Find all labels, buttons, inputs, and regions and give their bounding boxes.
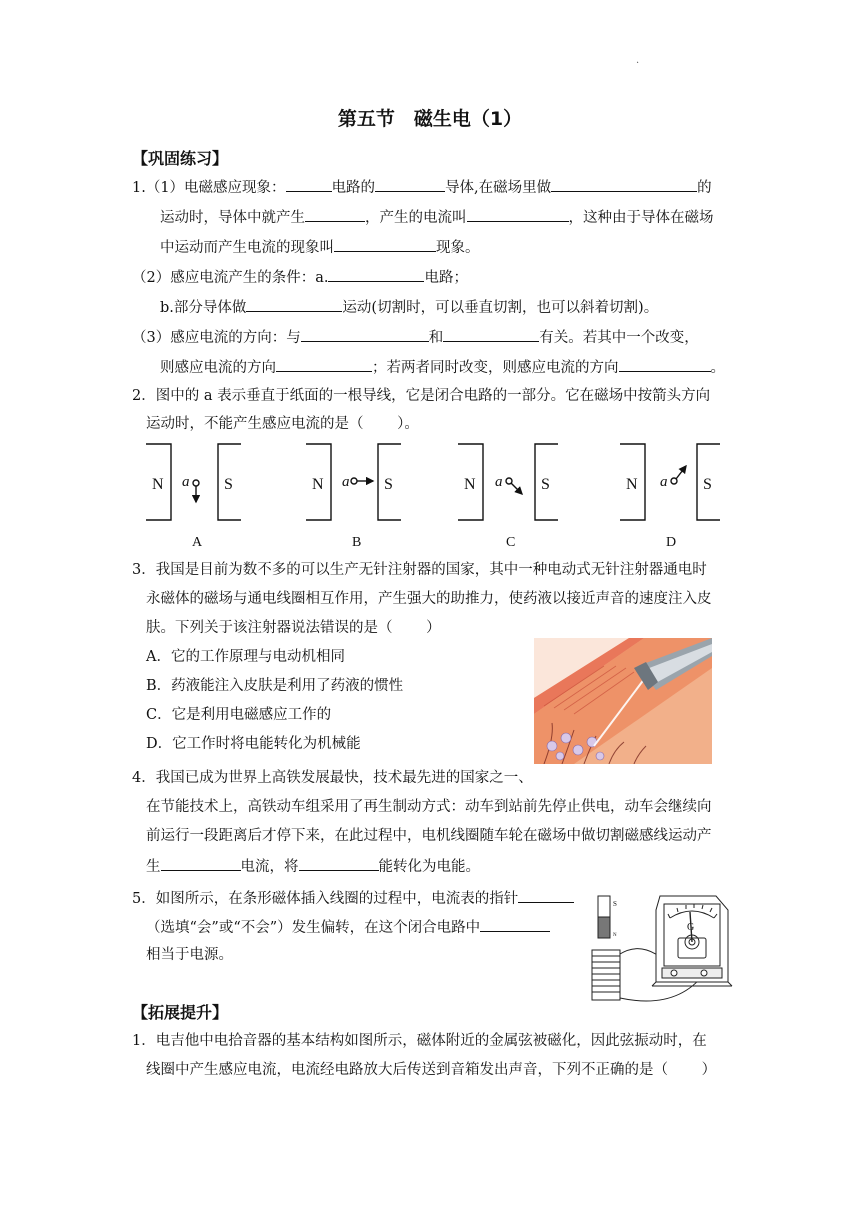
- q1-line4: （2）感应电流产生的条件：a. 电路；: [132, 266, 468, 288]
- q4-line4: 生 电流，将 能转化为电能。: [146, 855, 480, 877]
- fig-d-option-label: D: [666, 535, 677, 550]
- q2-magnet-figures: [130, 436, 730, 552]
- answer-blank[interactable]: [161, 855, 241, 871]
- fig-d-wire-label: a: [660, 474, 668, 490]
- q5-line1: 5．如图所示，在条形磁体插入线圈的过程中，电流表的指针: [132, 887, 574, 909]
- answer-blank[interactable]: [246, 296, 342, 312]
- fig-a-s-label: S: [224, 476, 233, 493]
- fig-a-n-label: N: [152, 476, 164, 493]
- q5-line3: 相当于电源。: [146, 947, 233, 963]
- q5-line2: （选填“会”或“不会”）发生偏转，在这个闭合电路中: [146, 916, 550, 938]
- needleless-injector-image: [534, 638, 712, 764]
- q4-line3: 前运行一段距离后才停下来，在此过程中，电机线圈随车轮在磁场中做切割磁感线运动产: [146, 828, 712, 844]
- q1-line3: 中运动而产生电流的现象叫 现象。: [160, 236, 480, 258]
- answer-blank[interactable]: [334, 236, 436, 252]
- fig-c-s-label: S: [541, 476, 550, 493]
- q2-line2: 运动时，不能产生感应电流的是（ ）。: [146, 416, 419, 432]
- answer-blank[interactable]: [619, 356, 711, 372]
- section-extension: 【拓展提升】: [132, 1003, 229, 1022]
- ext1-line2: 线圈中产生感应电流，电流经电路放大后传送到音箱发出声音，下列不正确的是（ ）: [146, 1062, 717, 1078]
- fig-c-n-label: N: [464, 476, 476, 493]
- answer-blank[interactable]: [375, 176, 445, 192]
- q3-line3: 肤。下列关于该注射器说法错误的是（ ）: [146, 620, 441, 636]
- answer-blank[interactable]: [305, 206, 365, 222]
- fig-d-s-label: S: [703, 476, 712, 493]
- ext1-line1: 1．电吉他中电拾音器的基本结构如图所示，磁体附近的金属弦被磁化，因此弦振动时，在: [132, 1033, 707, 1049]
- fig-b-option-label: B: [352, 535, 362, 550]
- fig-c-option-label: C: [506, 535, 516, 550]
- answer-blank[interactable]: [518, 887, 574, 903]
- answer-blank[interactable]: [467, 206, 569, 222]
- magnet-n-label: N: [613, 933, 617, 938]
- magnet-s-label: S: [613, 900, 617, 908]
- fig-b-s-label: S: [384, 476, 393, 493]
- q3-line2: 永磁体的磁场与通电线圈相互作用，产生强大的助推力，使药液以接近声音的速度注入皮: [146, 591, 712, 607]
- meter-g-label: G: [687, 922, 695, 933]
- header-dot: ·: [636, 58, 640, 69]
- answer-blank[interactable]: [301, 326, 429, 342]
- answer-blank[interactable]: [276, 356, 372, 372]
- answer-blank[interactable]: [551, 176, 697, 192]
- q3-option-c: C．它是利用电磁感应工作的: [146, 707, 332, 723]
- fig-b-n-label: N: [312, 476, 324, 493]
- fig-d-n-label: N: [626, 476, 638, 493]
- q1-line5: b.部分导体做 运动(切割时，可以垂直切割，也可以斜着切割)。: [160, 296, 658, 318]
- answer-blank[interactable]: [299, 855, 379, 871]
- q2-line1: 2．图中的 a 表示垂直于纸面的一根导线，它是闭合电路的一部分。它在磁场中按箭头方向: [132, 388, 711, 404]
- section-consolidation: 【巩固练习】: [132, 149, 229, 168]
- fig-b-wire-label: a: [342, 474, 350, 490]
- q1-line6: （3）感应电流的方向：与 和 有关。若其中一个改变，: [132, 326, 699, 348]
- q3-option-b: B．药液能注入皮肤是利用了药液的惯性: [146, 678, 404, 694]
- answer-blank[interactable]: [443, 326, 539, 342]
- q1-line7: 则感应电流的方向 ；若两者同时改变，则感应电流的方向 。: [160, 356, 725, 378]
- answer-blank[interactable]: [480, 916, 550, 932]
- page-title: 第五节 磁生电（1）: [337, 108, 523, 130]
- q1-line1: 1.（1）电磁感应现象： 电路的 导体,在磁场里做 的: [132, 176, 712, 198]
- fig-a-wire-label: a: [182, 474, 190, 490]
- fig-c-wire-label: a: [495, 474, 503, 490]
- galvanometer-coil-figure: [586, 890, 734, 1016]
- q4-line1: 4．我国已成为世界上高铁发展最快，技术最先进的国家之一、: [132, 770, 533, 786]
- q4-line2: 在节能技术上，高铁动车组采用了再生制动方式：动车到站前先停止供电，动车会继续向: [146, 799, 712, 815]
- q1-line2: 运动时，导体中就产生 ，产生的电流叫 ，这种由于导体在磁场: [160, 206, 714, 228]
- answer-blank[interactable]: [328, 266, 424, 282]
- q3-option-d: D．它工作时将电能转化为机械能: [146, 736, 361, 752]
- answer-blank[interactable]: [286, 176, 332, 192]
- fig-a-option-label: A: [192, 535, 203, 550]
- q3-line1: 3．我国是目前为数不多的可以生产无针注射器的国家，其中一种电动式无针注射器通电时: [132, 562, 707, 578]
- q3-option-a: A．它的工作原理与电动机相同: [146, 649, 345, 665]
